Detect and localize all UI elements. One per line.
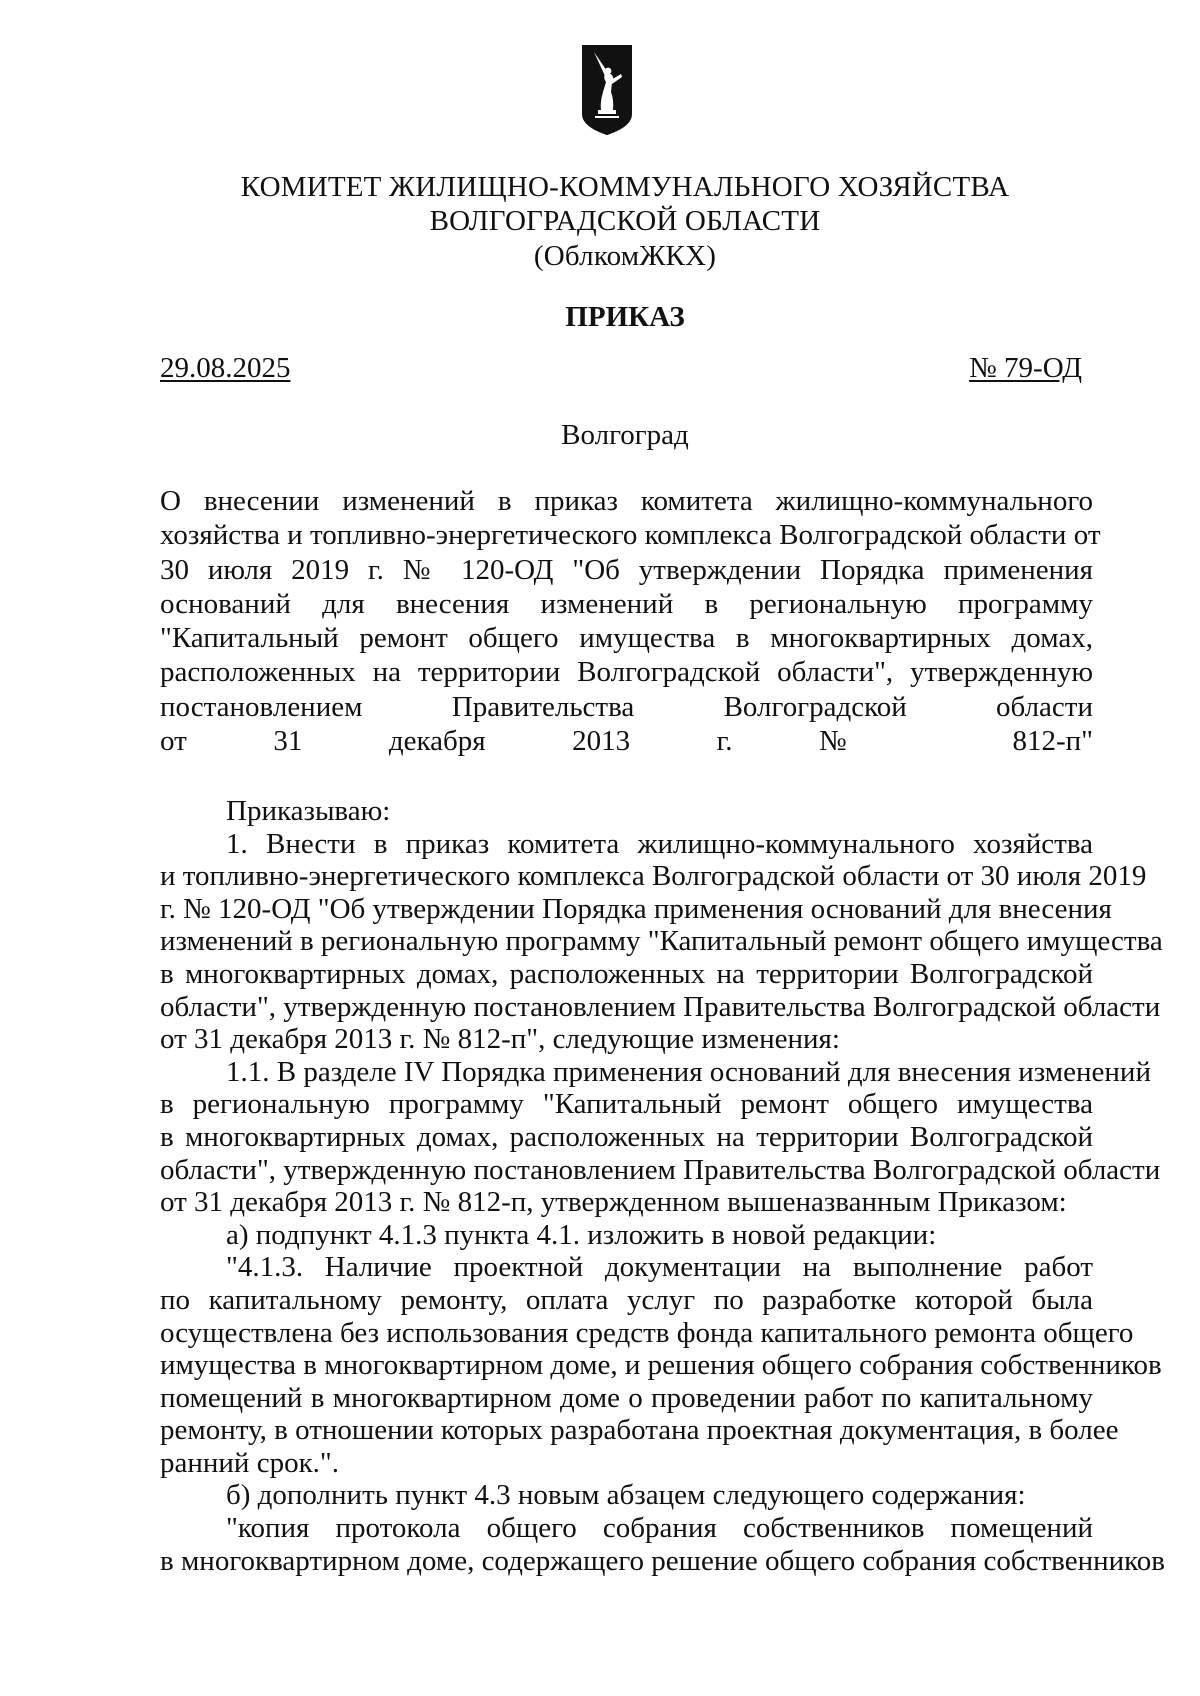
body-line: изменений в региональную программу "Капитальный ремонт общего имущества	[160, 925, 1163, 958]
subject-line: О внесении изменений в приказ комитета жилищно-коммунального	[160, 485, 1093, 517]
order-subject	[160, 484, 1101, 758]
body-line: в многоквартирных домах, расположенных на территории Волгоградской	[160, 957, 1093, 990]
body-line: б) дополнить пункт 4.3 новым абзацем следующего содержания:	[226, 1479, 1026, 1512]
body-line: имущества в многоквартирном доме, и решения общего собрания собственников	[160, 1349, 1162, 1382]
body-line: в многоквартирном доме, содержащего решение общего собрания собственников	[160, 1544, 1165, 1577]
subject-line: 30 июля 2019 г. № 120-ОД "Об утверждении Порядка применения	[160, 553, 1093, 586]
body-line: в многоквартирных домах, расположенных на территории Волгоградской	[160, 1120, 1093, 1153]
body-line: области", утвержденную постановлением Правительства Волгоградской области	[160, 1153, 1161, 1186]
body-line: в региональную программу "Капитальный ремонт общего имущества	[160, 1088, 1093, 1121]
city-name: Волгоград	[561, 419, 689, 451]
document-type-title: ПРИКАЗ	[565, 301, 685, 333]
body-line: области", утвержденную постановлением Правительства Волгоградской области	[160, 990, 1161, 1023]
body-line: и топливно-энергетического комплекса Волгоградской области от 30 июля 2019	[160, 860, 1147, 893]
body-line: ремонту, в отношении которых разработана проектная документация, в более	[160, 1414, 1119, 1447]
body-line: Приказываю:	[226, 795, 391, 827]
subject-line: от 31 декабря 2013 г. № 812-п"	[160, 725, 1093, 758]
coat-of-arms-icon	[581, 44, 633, 136]
body-line: ранний срок.".	[160, 1446, 339, 1479]
subject-line: расположенных на территории Волгоградской области", утвержденную	[160, 656, 1093, 689]
order-date: 29.08.2025	[160, 352, 291, 384]
body-line: от 31 декабря 2013 г. № 812-п", следующие изменения:	[160, 1023, 840, 1056]
body-line: по капитальному ремонту, оплата услуг по разработке которой была	[160, 1283, 1093, 1316]
body-line: "копия протокола общего собрания собственников помещений	[226, 1512, 1093, 1545]
body-line: а) подпункт 4.1.3 пункта 4.1. изложить в новой редакции:	[226, 1218, 937, 1251]
body-line: г. № 120-ОД "Об утверждении Порядка применения оснований для внесения	[160, 892, 1112, 925]
organization-name-line-2: ВОЛГОГРАДСКОЙ ОБЛАСТИ	[429, 205, 821, 237]
order-number: № 79-ОД	[969, 352, 1082, 384]
body-line: от 31 декабря 2013 г. № 812-п, утвержденном вышеназванным Приказом:	[160, 1186, 1067, 1219]
subject-line: постановлением Правительства Волгоградской области	[160, 690, 1093, 723]
body-line: помещений в многоквартирном доме о проведении работ по капитальному	[160, 1381, 1093, 1414]
subject-line: "Капитальный ремонт общего имущества в многоквартирных домах,	[160, 622, 1093, 655]
body-line: осуществлена без использования средств фонда капитального ремонта общего	[160, 1316, 1134, 1349]
body-line: "4.1.3. Наличие проектной документации на выполнение работ	[226, 1251, 1093, 1284]
organization-short-name: (ОблкомЖКХ)	[533, 240, 717, 272]
body-line: 1. Внести в приказ комитета жилищно-коммунального хозяйства	[226, 827, 1093, 860]
body-line: 1.1. В разделе IV Порядка применения оснований для внесения изменений	[226, 1055, 1151, 1088]
organization-name-line-1: КОМИТЕТ ЖИЛИЩНО-КОММУНАЛЬНОГО ХОЗЯЙСТВА	[240, 171, 1010, 203]
order-body	[160, 795, 1165, 1577]
subject-line: хозяйства и топливно-энергетического комплекса Волгоградской области от	[160, 519, 1101, 552]
subject-line: оснований для внесения изменений в региональную программу	[160, 587, 1093, 620]
